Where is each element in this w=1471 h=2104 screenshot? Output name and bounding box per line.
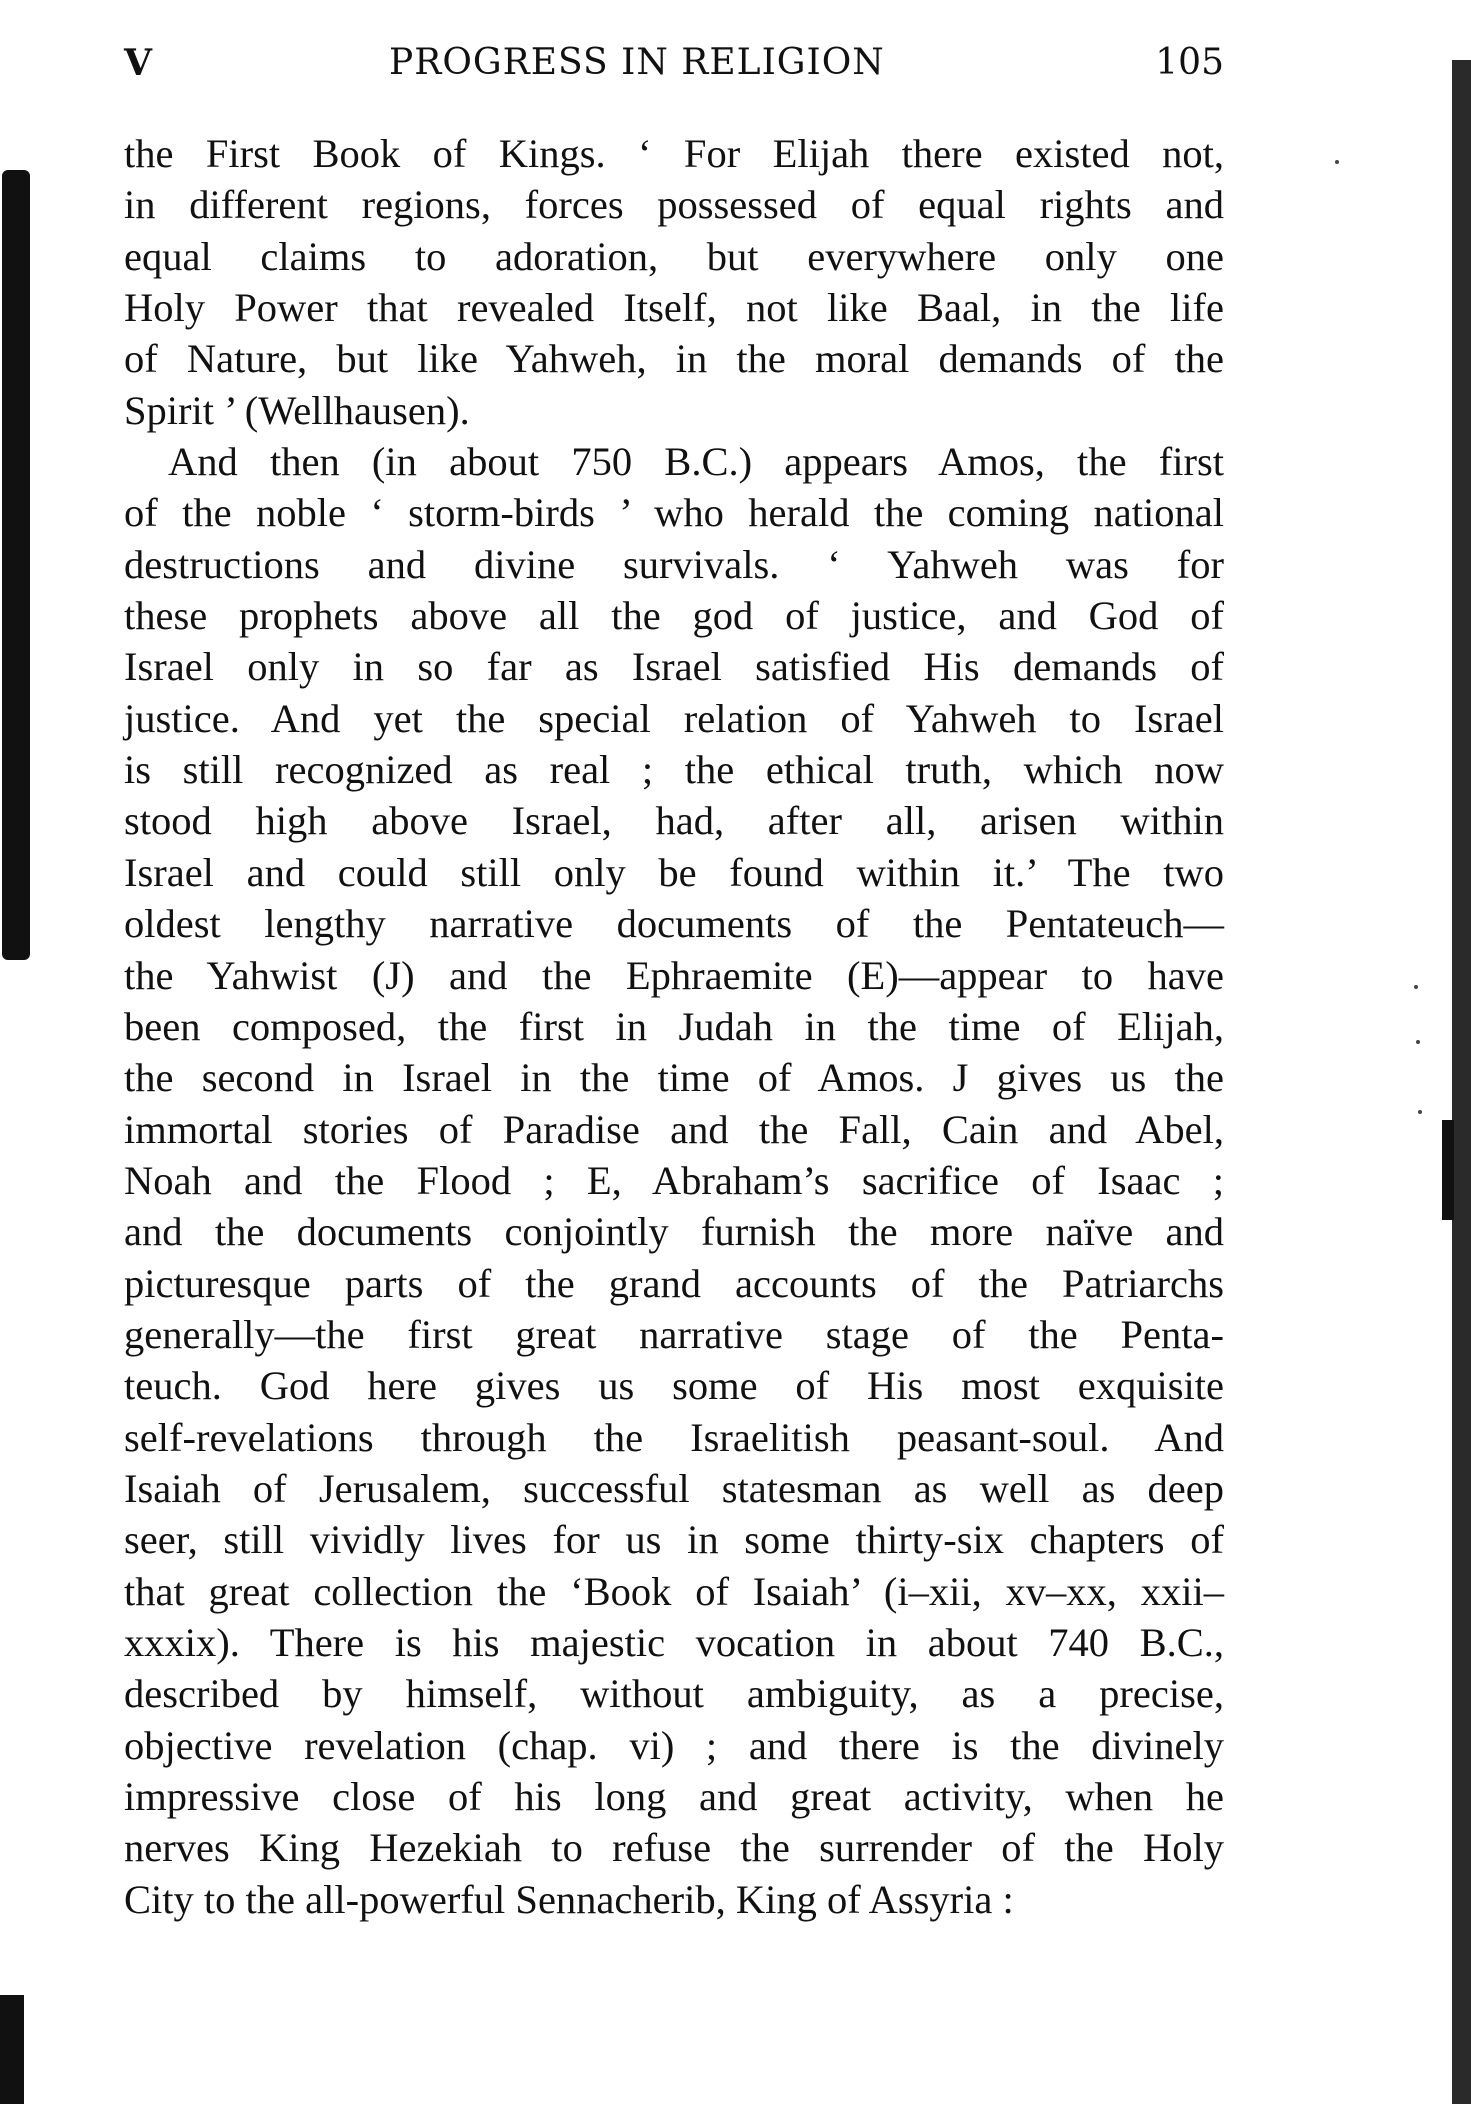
text-line: objective revelation (chap. vi) ; and there is the divinely [124, 1722, 1224, 1768]
text-line: destructions and divine survivals. ‘ Yahweh was for [124, 541, 1224, 587]
text-line: of the noble ‘ storm-birds ’ who herald the coming national [124, 490, 1224, 536]
text-line: described by himself, without ambiguity, as a precise, [124, 1671, 1224, 1717]
text-line: oldest lengthy narrative documents of the Pentateuch— [124, 901, 1224, 947]
text-line: nerves King Hezekiah to refuse the surrender of the Holy [124, 1825, 1224, 1871]
text-line: justice. And yet the special relation of Yahweh to Israel [124, 695, 1224, 741]
text-line: Holy Power that revealed Itself, not like Baal, in the life [124, 285, 1224, 331]
text-line: picturesque parts of the grand accounts of the Patriarchs [124, 1260, 1224, 1306]
running-header [124, 42, 1224, 102]
scan-speck [1418, 1110, 1422, 1114]
text-line: Spirit ’ (Wellhausen). [124, 387, 470, 433]
text-line: Noah and the Flood ; E, Abraham’s sacrifice of Isaac ; [124, 1157, 1224, 1203]
text-line: these prophets above all the god of justice, and God of [124, 593, 1224, 639]
chapter-number: V [124, 42, 152, 84]
text-line: Isaiah of Jerusalem, successful statesman as well as deep [124, 1465, 1224, 1511]
text-line: equal claims to adoration, but everywhere only one [124, 233, 1224, 279]
text-line: that great collection the ‘Book of Isaiah’ (i–xii, xv–xx, xxii– [124, 1568, 1224, 1614]
body-text [124, 128, 1224, 1925]
text-line: xxxix). There is his majestic vocation in about 740 B.C., [124, 1619, 1224, 1665]
text-line: is still recognized as real ; the ethical truth, which now [124, 747, 1224, 793]
text-line: generally—the first great narrative stage of the Penta- [124, 1311, 1224, 1357]
text-line: Israel and could still only be found within it.’ The two [124, 849, 1224, 895]
text-line: stood high above Israel, had, after all, arisen within [124, 798, 1224, 844]
text-line: Israel only in so far as Israel satisfied His demands of [124, 644, 1224, 690]
text-line: immortal stories of Paradise and the Fall, Cain and Abel, [124, 1106, 1224, 1152]
text-line: And then (in about 750 B.C.) appears Amos, the first [168, 439, 1224, 485]
text-line: the Yahwist (J) and the Ephraemite (E)—appear to have [124, 952, 1224, 998]
scan-speck [1335, 160, 1339, 164]
text-line: in different regions, forces possessed of equal rights and [124, 182, 1224, 228]
text-line: been composed, the first in Judah in the time of Elijah, [124, 1003, 1224, 1049]
page-number: 105 [1155, 42, 1224, 83]
scan-edge-shadow [0, 1995, 24, 2104]
scan-speck [1414, 985, 1418, 989]
text-line: and the documents conjointly furnish the more naïve and [124, 1209, 1224, 1255]
text-line: impressive close of his long and great activity, when he [124, 1774, 1224, 1819]
scan-edge-shadow [1452, 60, 1471, 2104]
running-title: PROGRESS IN RELIGION [389, 42, 885, 83]
scan-speck [1416, 1040, 1420, 1044]
text-line: self-revelations through the Israelitish peasant-soul. And [124, 1414, 1224, 1460]
text-line: teuch. God here gives us some of His most exquisite [124, 1363, 1224, 1409]
scan-edge-shadow [1442, 1120, 1454, 1220]
text-line: seer, still vividly lives for us in some thirty-six chapters of [124, 1517, 1224, 1563]
scan-edge-shadow [2, 170, 30, 960]
text-line: the First Book of Kings. ‘ For Elijah there existed not, [124, 131, 1224, 176]
text-line: the second in Israel in the time of Amos. J gives us the [124, 1055, 1224, 1101]
text-line: City to the all-powerful Sennacherib, King of Assyria : [124, 1876, 1014, 1922]
text-line: of Nature, but like Yahweh, in the moral demands of the [124, 336, 1224, 382]
